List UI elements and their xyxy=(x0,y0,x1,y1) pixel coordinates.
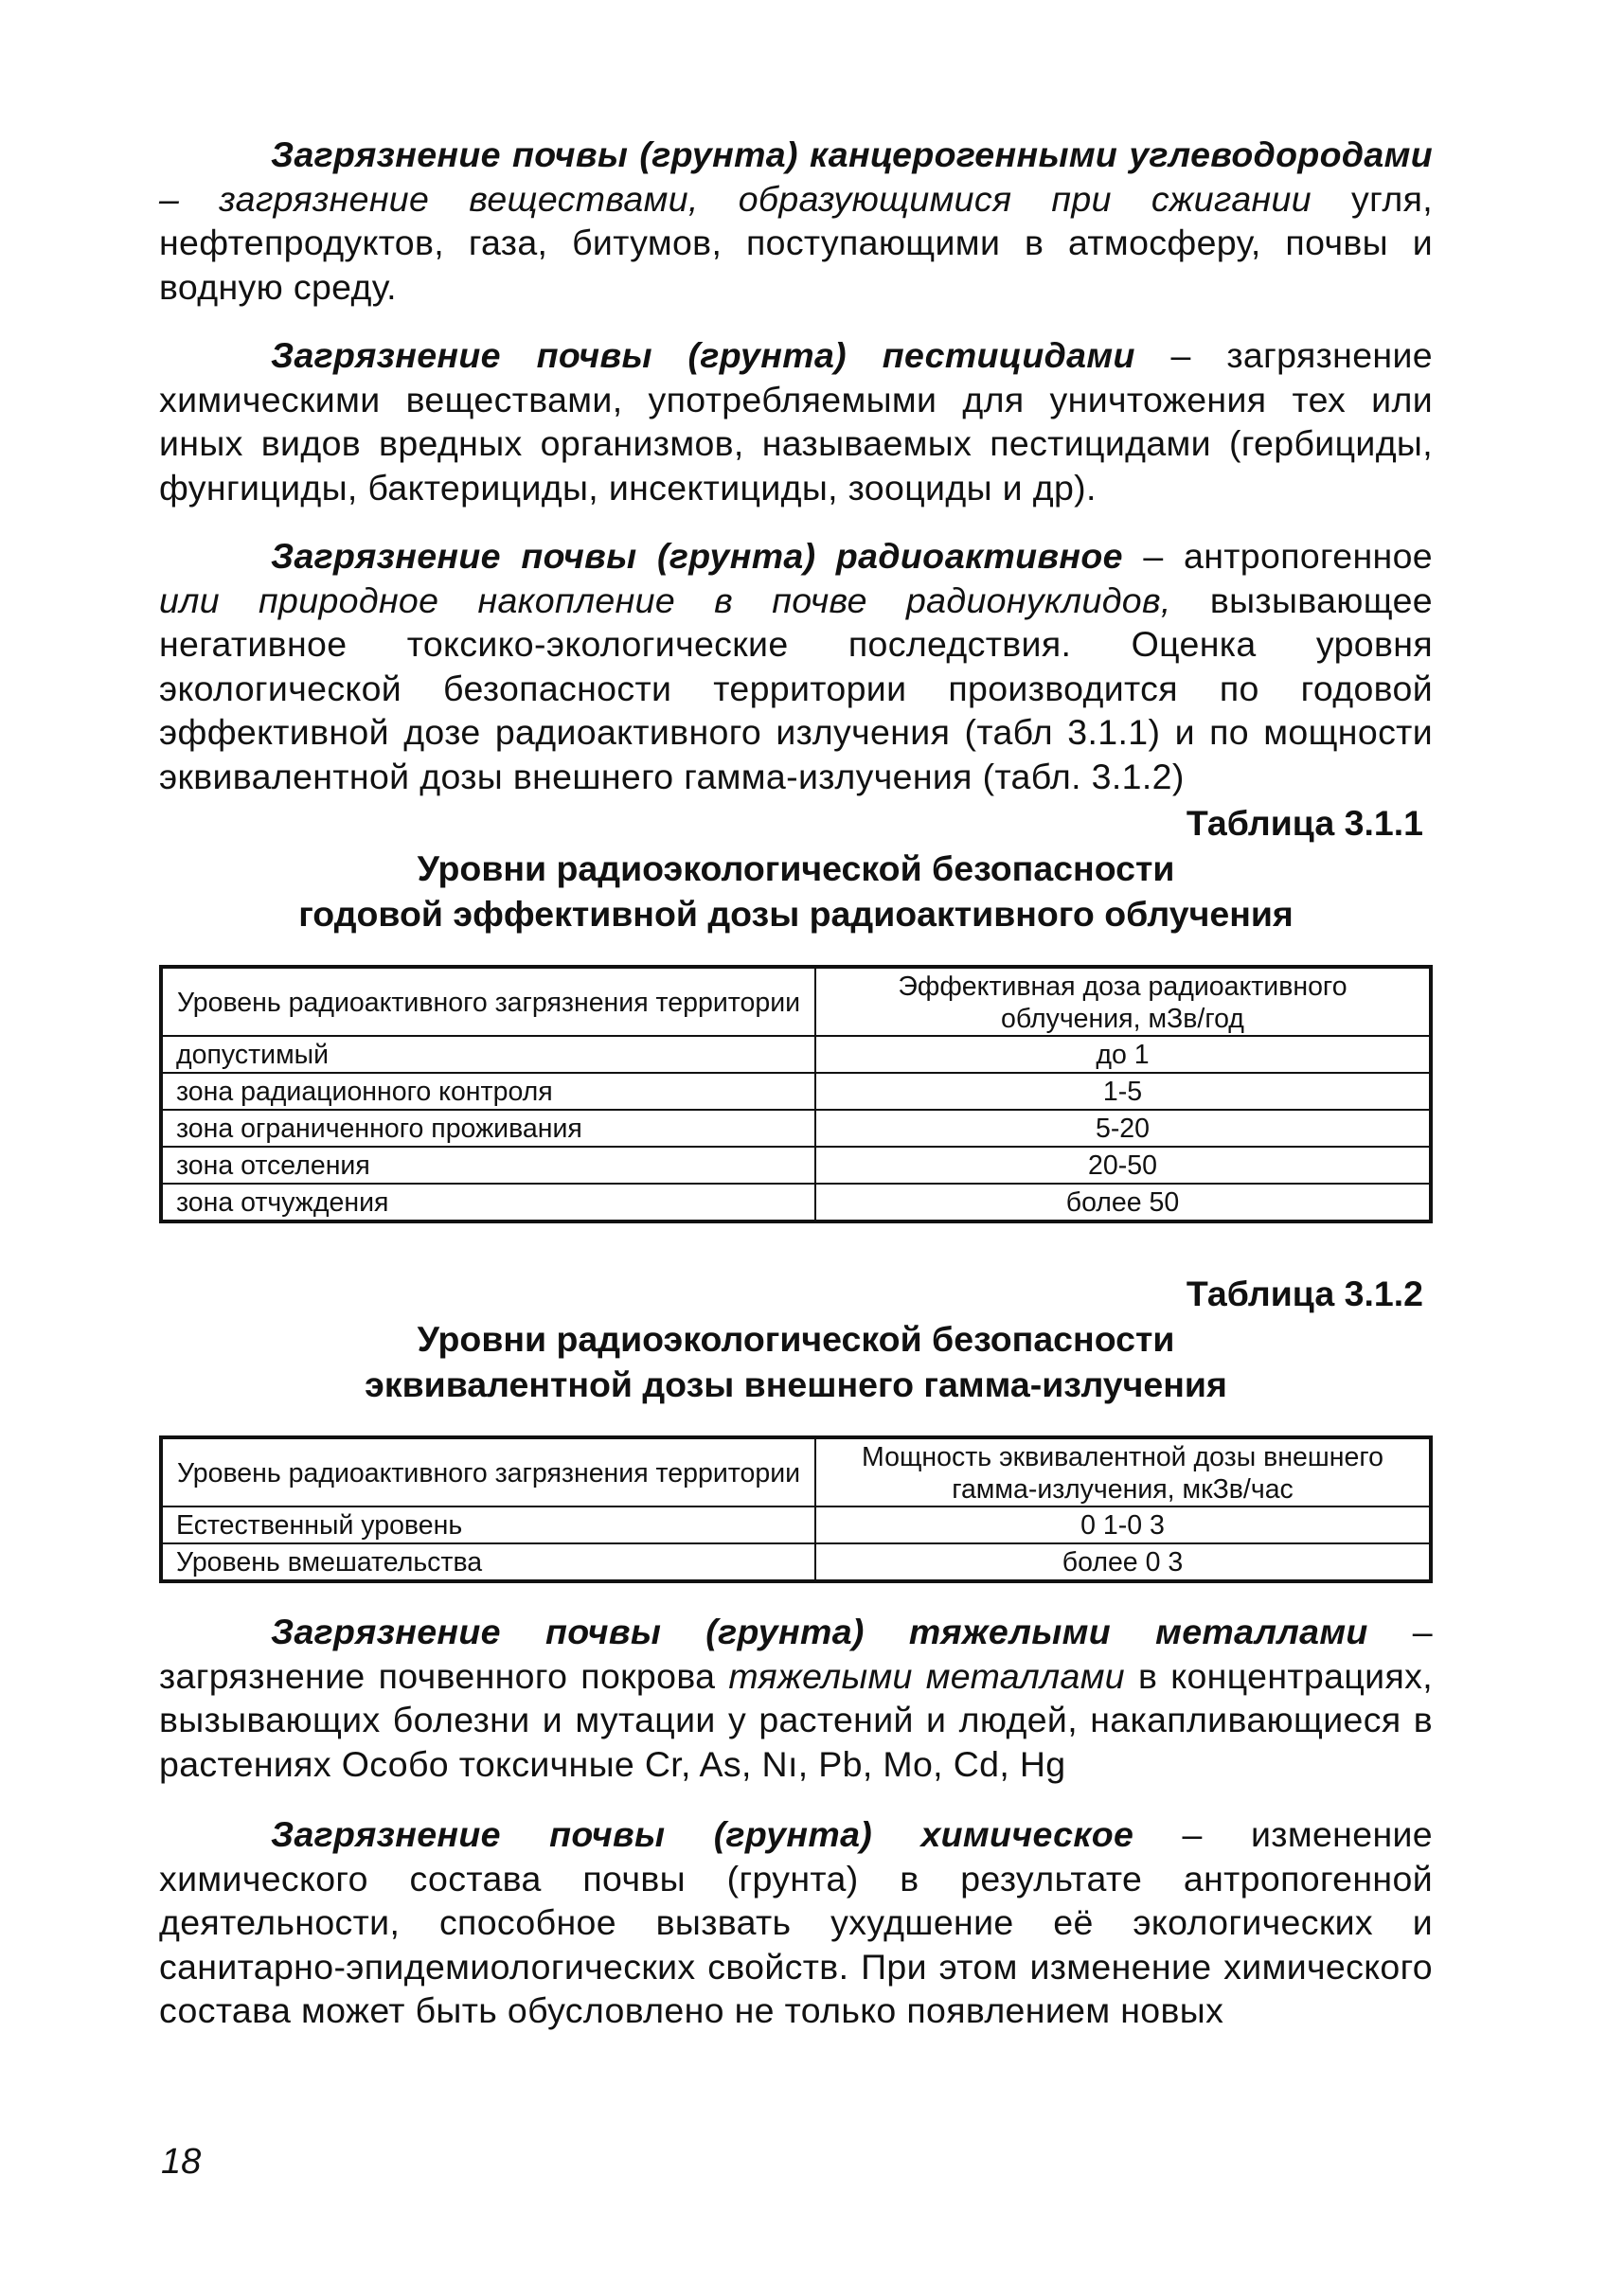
table1-header-row xyxy=(161,967,1431,1036)
term-carcinogenic-hydrocarbons: Загрязнение почвы (грунта) канцерогенными углеводородами xyxy=(271,134,1433,174)
table1-header-dose: Эффективная доза радиоактивного облучения, мЗв/год xyxy=(815,967,1431,1036)
table1-title-line1: Уровни радиоэкологической безопасности xyxy=(417,848,1175,888)
paragraph-text: угля, нефтепродуктов, газа, битумов, поступающими в атмосферу, почвы и водную среду. xyxy=(159,178,1433,307)
table-row xyxy=(161,1506,1431,1543)
page-content xyxy=(159,133,1433,2033)
table2-cell-dose-rate: 0 1-0 3 xyxy=(815,1506,1431,1543)
table1-cell-dose: 20-50 xyxy=(815,1147,1431,1184)
paragraph-heavy-metals xyxy=(159,1610,1433,1786)
table1 xyxy=(159,965,1433,1223)
paragraph-italic-text: тяжелыми металлами xyxy=(728,1655,1126,1696)
term-radioactive: Загрязнение почвы (грунта) радиоактивное xyxy=(271,536,1123,576)
table1-cell-level: зона отчуждения xyxy=(161,1184,815,1221)
paragraph-radioactive xyxy=(159,534,1433,798)
table-row xyxy=(161,1073,1431,1110)
paragraph-text: – антропогенное xyxy=(1122,536,1433,576)
paragraph-italic-text: – загрязнение веществами, образующимися при сжигании xyxy=(159,178,1312,219)
table1-number: Таблица 3.1.1 xyxy=(1186,803,1423,843)
table2-cell-dose-rate: более 0 3 xyxy=(815,1543,1431,1581)
table2-title-line2: эквивалентной дозы внешнего гамма-излучения xyxy=(365,1364,1227,1404)
paragraph-text: – загрязнение почвенного покрова xyxy=(159,1612,1433,1696)
table-row xyxy=(161,1543,1431,1581)
table1-header-level: Уровень радиоактивного загрязнения территории xyxy=(161,967,815,1036)
paragraph-text: в концентрациях, вызывающих болезни и мутации у растений и людей, накапливающиеся в растениях Особо токсичные Cr, As, Nı, Pb, Mo, Cd, Hg xyxy=(159,1655,1433,1784)
term-pesticides: Загрязнение почвы (грунта) пестицидами xyxy=(271,335,1135,375)
table2-cell-level: Естественный уровень xyxy=(161,1506,815,1543)
table1-cell-level: зона отселения xyxy=(161,1147,815,1184)
paragraph-chemical xyxy=(159,1812,1433,2033)
table1-title-line2: годовой эффективной дозы радиоактивного облучения xyxy=(298,894,1294,934)
table2-title-line1: Уровни радиоэкологической безопасности xyxy=(417,1319,1175,1359)
paragraph-italic-text: или природное накопление в почве радионуклидов, xyxy=(159,579,1171,620)
table2-cell-level: Уровень вмешательства xyxy=(161,1543,815,1581)
term-chemical: Загрязнение почвы (грунта) химическое xyxy=(271,1814,1134,1854)
paragraph-carcinogenic-hydrocarbons xyxy=(159,133,1433,309)
page-number: 18 xyxy=(161,2142,202,2182)
term-heavy-metals: Загрязнение почвы (грунта) тяжелыми металлами xyxy=(271,1612,1368,1651)
paragraph-text: – изменение химического состава почвы (грунта) в результате антропогенной деятельности, способное вызвать ухудшение её экологических и санитарно-эпидемиологических свойств. При этом изменение химического состава может быть обусловлено не только появлением новых xyxy=(159,1814,1434,2030)
table1-cell-level: допустимый xyxy=(161,1036,815,1073)
table1-cell-level: зона радиационного контроля xyxy=(161,1073,815,1110)
table1-cell-dose: более 50 xyxy=(815,1184,1431,1221)
paragraph-text: – загрязнение химическими веществами, употребляемыми для уничтожения тех или иных видов вредных организмов, называемых пестицидами (гербициды, фунгициды, бактерициды, инсектициды, зооциды и др). xyxy=(159,335,1433,508)
table2-number: Таблица 3.1.2 xyxy=(1186,1274,1423,1313)
paragraph-text: вызывающее негативное токсико-экологические последствия. Оценка уровня экологической безопасности территории производится по годовой эффективной дозе радиоактивного излучения (табл 3.1.1) и по мощности эквивалентной дозы внешнего гамма-излучения (табл. 3.1.2) xyxy=(159,579,1433,796)
paragraph-pesticides xyxy=(159,333,1433,509)
table-row xyxy=(161,1036,1431,1073)
table2 xyxy=(159,1435,1433,1583)
table1-cell-dose: 1-5 xyxy=(815,1073,1431,1110)
table2-header-dose-rate: Мощность эквивалентной дозы внешнего гамма-излучения, мкЗв/час xyxy=(815,1437,1431,1506)
table1-cell-level: зона ограниченного проживания xyxy=(161,1110,815,1147)
table-row xyxy=(161,1110,1431,1147)
table1-cell-dose: до 1 xyxy=(815,1036,1431,1073)
table-row xyxy=(161,1184,1431,1221)
table1-cell-dose: 5-20 xyxy=(815,1110,1431,1147)
table-row xyxy=(161,1147,1431,1184)
table2-header-row xyxy=(161,1437,1431,1506)
table2-header-level: Уровень радиоактивного загрязнения территории xyxy=(161,1437,815,1506)
